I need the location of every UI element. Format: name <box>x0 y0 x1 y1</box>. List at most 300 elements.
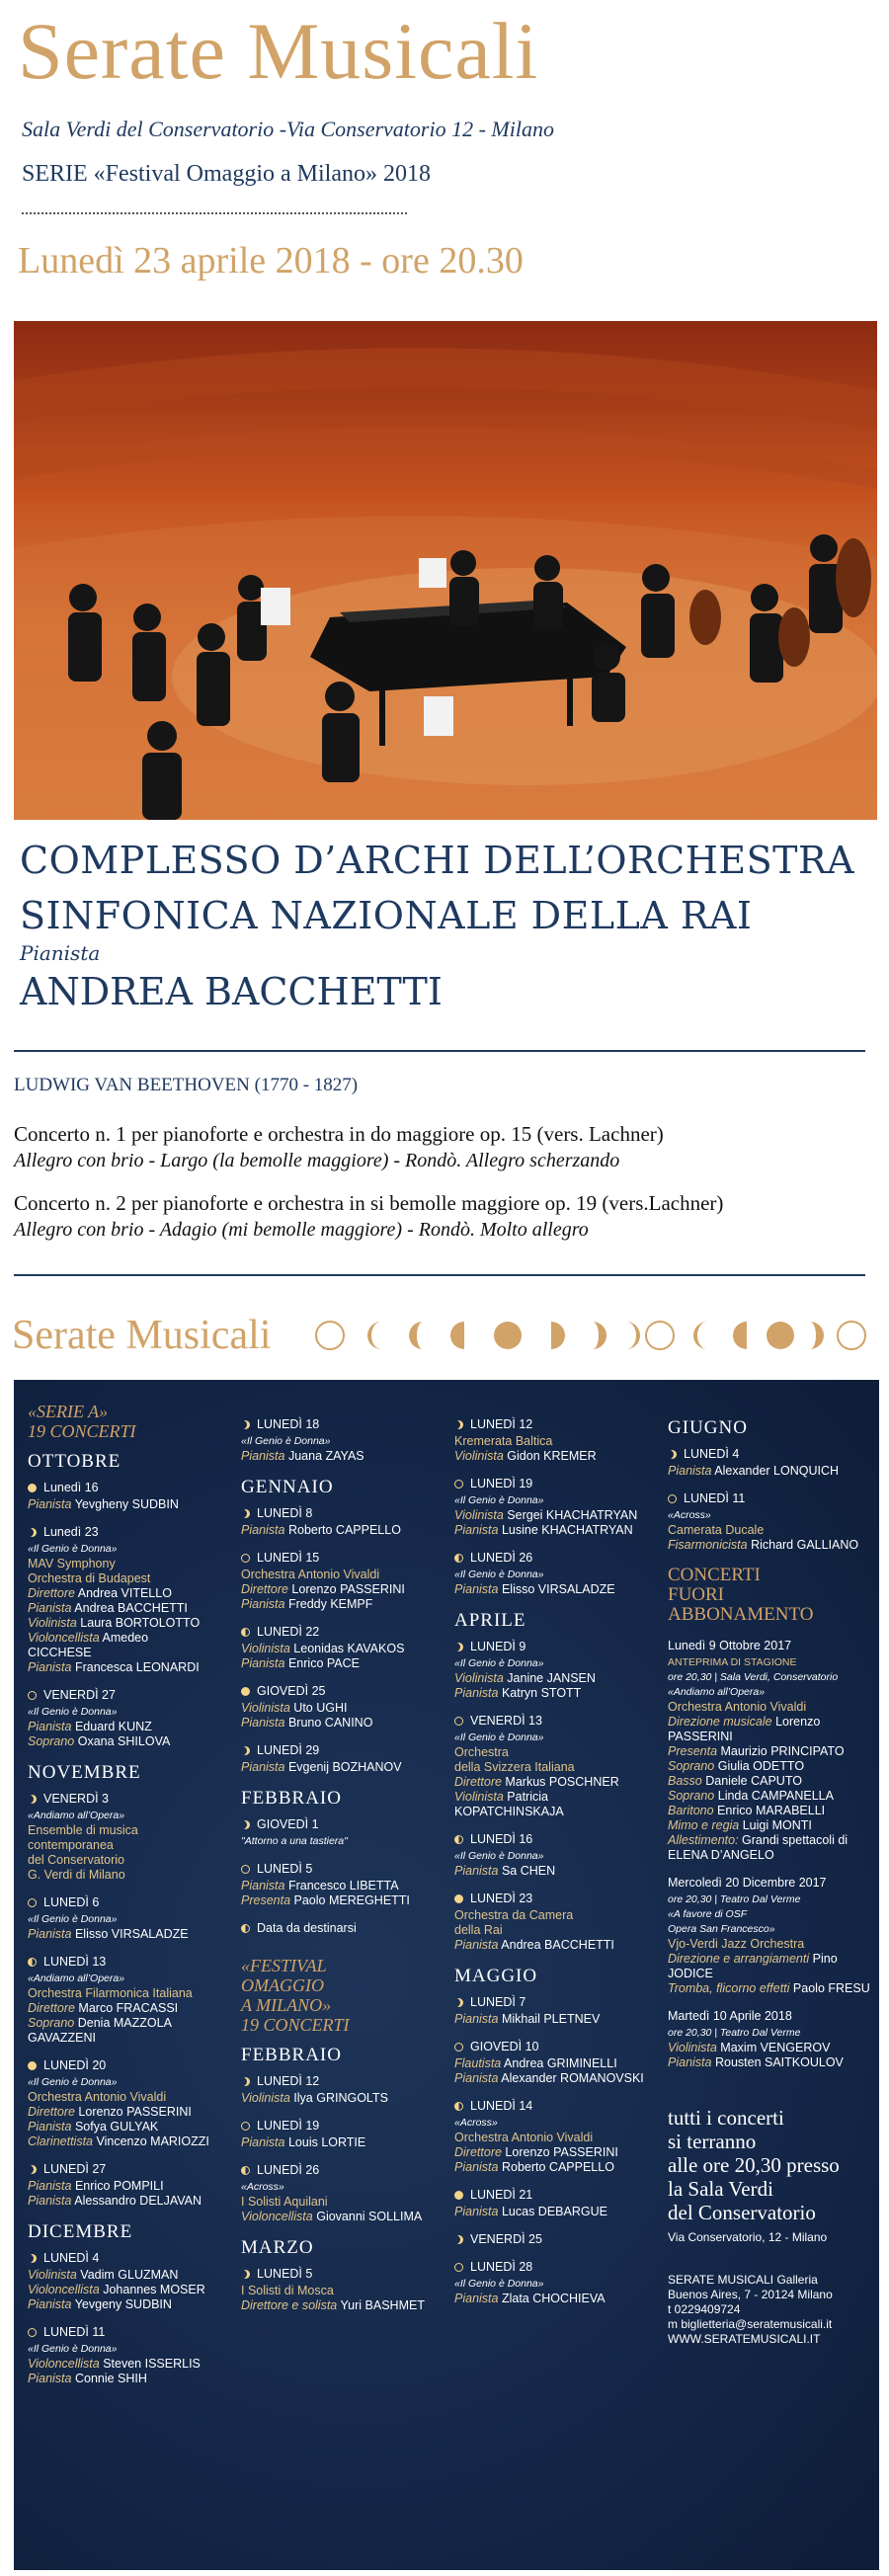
event-item <box>454 1832 652 1879</box>
event-day-label: VENERDÌ 25 <box>470 2232 542 2246</box>
moon-phase-icon <box>668 1494 677 1503</box>
moon-phase-icon <box>241 1820 250 1829</box>
event-day <box>668 1491 870 1506</box>
role-label: Pianista <box>241 1449 285 1463</box>
event-item <box>28 1895 215 1942</box>
moon-phase-icon <box>28 1795 37 1804</box>
performer-name: Janine JANSEN <box>507 1671 596 1685</box>
event-tag: «Il Genio è Donna» <box>454 1569 544 1580</box>
performer-name: Leonidas KAVAKOS <box>293 1642 405 1655</box>
performer-name: Alexander LONQUICH <box>714 1464 840 1478</box>
fuori-title-1: CONCERTI <box>668 1565 761 1585</box>
concert-photo <box>14 321 877 820</box>
event-day-label: LUNEDÌ 13 <box>43 1955 107 1969</box>
event-day-label: LUNEDÌ 4 <box>684 1447 740 1461</box>
event-line <box>241 1760 439 1775</box>
event-line <box>241 2195 439 2210</box>
performer-name: Giovanni SOLLIMA <box>316 2210 423 2223</box>
header <box>0 0 889 321</box>
role-label: Presenta <box>241 1893 291 1907</box>
role-label: Violinista <box>241 2091 290 2105</box>
event-line <box>28 1660 215 1675</box>
moon-phase-icon <box>454 1554 463 1563</box>
role-label: Violinista <box>454 1449 504 1463</box>
month-ottobre: OTTOBRE <box>28 1451 121 1472</box>
role-label: Fisarmonicista <box>668 1538 748 1552</box>
role-label: Pianista <box>28 2120 72 2133</box>
role-label: Clarinettista <box>28 2134 93 2148</box>
event-line <box>668 1804 870 1818</box>
performer-name: Andrea VITELLO <box>77 1586 172 1600</box>
event-day-label: LUNEDÌ 26 <box>257 2163 320 2177</box>
role-label: Direttore e solista <box>241 2298 338 2312</box>
role-label: Pianista <box>241 1716 285 1730</box>
performer-name: Louis LORTIE <box>287 2135 366 2149</box>
event-tag: ore 20,30 | Sala Verdi, Conservatorio <box>668 1671 839 1683</box>
event-line <box>668 1523 870 1538</box>
event-day-label: GIOVEDÌ 1 <box>257 1817 319 1831</box>
performer-name: Linda CAMPANELLA <box>717 1789 834 1803</box>
special-event <box>668 2009 870 2070</box>
performer-name: Paolo FRESU <box>792 1981 870 1995</box>
event-line <box>454 1686 652 1701</box>
role-label: Allestimento: <box>668 1833 739 1847</box>
event-line <box>28 2357 215 2372</box>
event-item <box>454 2260 652 2306</box>
pianist-role: Pianista <box>20 941 101 965</box>
moon-phase-icon <box>454 2043 463 2052</box>
month-febbraio: FEBBRAIO <box>241 1788 342 1809</box>
event-line <box>241 1716 439 1731</box>
event-day <box>241 1743 439 1758</box>
performer-name: Denia MAZZOLA GAVAZZENI <box>28 2016 172 2045</box>
event-day <box>241 2074 439 2089</box>
event-tag: «Il Genio è Donna» <box>28 2343 118 2355</box>
divider <box>14 1274 865 1276</box>
role-label: Pianista <box>454 1523 499 1537</box>
contact-info <box>668 2273 870 2347</box>
moon-phase-icon <box>241 2077 250 2086</box>
performer-name: Luigi MONTI <box>742 1818 812 1832</box>
event-date: Mercoledì 20 Dicembre 2017 <box>668 1876 827 1890</box>
event-day-label: LUNEDÌ 19 <box>257 2119 320 2133</box>
event-line <box>28 1571 215 1586</box>
special-event <box>668 1876 870 1996</box>
moon-phase-icon <box>454 1998 463 2007</box>
performer-name: Connie SHIH <box>74 2372 147 2385</box>
performer-name: Richard GALLIANO <box>751 1538 859 1552</box>
event-line <box>668 1833 870 1863</box>
event-line <box>28 1868 215 1883</box>
role-label: Direzione e arrangiamenti <box>668 1952 810 1966</box>
performer-name: Alessandro DELJAVAN <box>74 2194 202 2208</box>
event-line <box>28 2001 215 2016</box>
event-day-label: VENERDÌ 13 <box>470 1714 542 1728</box>
event-tag: «Il Genio è Donna» <box>28 1543 118 1555</box>
moon-phase-icon <box>28 1898 37 1907</box>
performer-name: della Svizzera Italiana <box>454 1760 575 1774</box>
performer-name: Orchestra Antonio Vivaldi <box>28 2090 167 2104</box>
performer-name: Laura BORTOLOTTO <box>80 1616 201 1630</box>
event-day <box>241 1921 439 1936</box>
event-list <box>668 1447 870 1553</box>
event-line <box>28 1986 215 2001</box>
performer-name: Zlata CHOCHIEVA <box>501 2292 606 2305</box>
performer-name: Oxana SHILOVA <box>77 1734 171 1748</box>
event-line <box>28 1497 215 1512</box>
event-item <box>668 1491 870 1553</box>
role-label: Pianista <box>241 1656 285 1670</box>
event-tag: ANTEPRIMA DI STAGIONE <box>668 1656 797 1668</box>
event-tag: «Il Genio è Donna» <box>454 2278 544 2290</box>
event-day <box>454 1832 652 1847</box>
event-day-label: LUNEDÌ 5 <box>257 2267 313 2281</box>
event-line <box>454 1671 652 1686</box>
event-line <box>454 1582 652 1597</box>
event-tag: «Il Genio è Donna» <box>454 1657 544 1669</box>
moon-phase-icon <box>28 2328 37 2337</box>
role-label: Direttore <box>454 2145 502 2159</box>
performer-name: Sa CHEN <box>501 1864 556 1878</box>
performer-name: Lorenzo PASSERINI <box>78 2105 192 2119</box>
column-3 <box>454 1417 652 2319</box>
performer-name: Orchestra di Budapest <box>28 1571 151 1585</box>
event-line <box>241 1879 439 1893</box>
event-day <box>241 2267 439 2282</box>
brand-title: Serate Musicali <box>18 6 539 96</box>
event-tag: «Il Genio è Donna» <box>454 1494 544 1506</box>
event-item <box>28 1792 215 1883</box>
event-day-label: LUNEDÌ 11 <box>43 2325 106 2339</box>
event-line <box>668 1715 870 1744</box>
performer-name: Marco FRACASSI <box>78 2001 179 2015</box>
performer-name: Vadim GLUZMAN <box>80 2268 179 2282</box>
role-label: Violoncellista <box>28 1631 100 1645</box>
role-label: Pianista <box>241 1523 285 1537</box>
performer-name: Orchestra Filarmonica Italiana <box>28 1986 193 2000</box>
performer-name: Andrea BACCHETTI <box>74 1601 188 1615</box>
event-line <box>454 2056 652 2071</box>
event-day <box>454 1995 652 2010</box>
event-date: Martedì 10 Aprile 2018 <box>668 2009 792 2023</box>
role-label: Soprano <box>668 1759 715 1773</box>
orchestra-illustration <box>14 321 877 820</box>
moon-phase-icon <box>241 1554 250 1563</box>
event-line <box>668 1744 870 1759</box>
role-label: Pianista <box>28 1927 72 1941</box>
event-line <box>28 1586 215 1601</box>
moon-phase-icon <box>454 1894 463 1903</box>
event-day <box>454 2040 652 2054</box>
event-item <box>28 2162 215 2209</box>
event-day-label: LUNEDÌ 4 <box>43 2251 100 2265</box>
event-tag: «Andiamo all’Opera» <box>28 1972 125 1984</box>
event-day <box>28 2058 215 2073</box>
event-day <box>28 1688 215 1703</box>
event-day-label: LUNEDÌ 20 <box>43 2058 107 2072</box>
event-day <box>28 2325 215 2340</box>
event-day <box>28 1481 215 1495</box>
role-label: Pianista <box>241 2135 285 2149</box>
event-line <box>668 1700 870 1715</box>
role-label: Pianista <box>241 1597 285 1611</box>
event-line <box>28 2194 215 2209</box>
festival-title-3: A MILANO» <box>241 1995 332 2015</box>
work-title: Concerto n. 1 per pianoforte e orchestra in do maggiore op. 15 (vers. Lachner) <box>14 1122 664 1146</box>
event-line <box>668 1759 870 1774</box>
column-1 <box>28 1402 215 2399</box>
event-item <box>241 1551 439 1612</box>
performer-name: Orchestra da Camera <box>454 1908 574 1922</box>
contact-line: Buenos Aires, 7 - 20124 Milano <box>668 2288 833 2301</box>
event-day-label: LUNEDÌ 27 <box>43 2162 107 2176</box>
performer-name: Ilya GRINGOLTS <box>293 2091 388 2105</box>
event-item <box>454 1995 652 2027</box>
event-line <box>668 1818 870 1833</box>
venue-note-line: del Conservatorio <box>668 2201 816 2224</box>
event-day-label: LUNEDÌ 28 <box>470 2260 533 2274</box>
event-line <box>454 2205 652 2219</box>
event-day <box>454 1640 652 1654</box>
event-day-label: LUNEDÌ 14 <box>470 2099 533 2113</box>
performer-name: Bruno CANINO <box>287 1716 373 1730</box>
role-label: Pianista <box>241 1760 285 1774</box>
column-2 <box>241 1417 439 2326</box>
event-line <box>28 2120 215 2134</box>
performer-name: Roberto CAPPELLO <box>501 2160 614 2174</box>
event-item <box>241 1684 439 1731</box>
event-line <box>454 2012 652 2027</box>
moon-phase-icon <box>241 1628 250 1637</box>
event-tag: «Across» <box>668 1509 711 1521</box>
event-line <box>28 1631 215 1660</box>
event-line <box>241 2284 439 2298</box>
role-label: Direzione musicale <box>668 1715 772 1729</box>
event-day <box>241 2163 439 2178</box>
event-line <box>28 1734 215 1749</box>
event-item <box>241 1817 439 1849</box>
role-label: Pianista <box>454 1686 499 1700</box>
moon-phase-icon <box>241 1687 250 1696</box>
event-line <box>454 1790 652 1819</box>
role-label: Pianista <box>668 2055 712 2069</box>
event-day-label: LUNEDÌ 18 <box>257 1417 320 1431</box>
venue-note-line: alle ore 20,30 presso <box>668 2153 840 2177</box>
performer-name: Katryn STOTT <box>501 1686 582 1700</box>
role-label: Pianista <box>28 2297 72 2311</box>
performer-name: Enrico POMPILI <box>74 2179 164 2193</box>
event-list <box>28 2251 215 2386</box>
performer-name: Lorenzo PASSERINI <box>505 2145 618 2159</box>
event-line <box>28 2134 215 2149</box>
role-label: Violoncellista <box>28 2357 100 2371</box>
performer-name: Maurizio PRINCIPATO <box>720 1744 845 1758</box>
event-day <box>668 1447 870 1462</box>
role-label: Presenta <box>668 1744 718 1758</box>
performer-name: Daniele CAPUTO <box>705 1774 802 1788</box>
event-line <box>454 1923 652 1938</box>
event-item <box>454 1551 652 1597</box>
role-label: Pianista <box>28 1660 72 1674</box>
event-list <box>241 2074 439 2224</box>
event-line <box>454 2145 652 2160</box>
event-list <box>241 1817 439 1936</box>
event-line <box>28 2283 215 2297</box>
performer-name: Rousten SAITKOULOV <box>714 2055 844 2069</box>
event-list <box>454 1417 652 1597</box>
event-item <box>454 1417 652 1464</box>
event-day-label: LUNEDÌ 6 <box>43 1895 100 1909</box>
month-marzo: MARZO <box>241 2237 314 2258</box>
event-line <box>241 1642 439 1656</box>
role-label: Pianista <box>28 1601 72 1615</box>
ensemble-line-1: COMPLESSO D’ARCHI DELL’ORCHESTRA <box>20 839 855 882</box>
role-label: Flautista <box>454 2056 502 2070</box>
venue-address: Via Conservatorio, 12 - Milano <box>668 2230 828 2244</box>
event-day-label: GIOVEDÌ 25 <box>257 1684 326 1698</box>
event-line <box>454 1434 652 1449</box>
event-day-label: Data da destinarsi <box>257 1921 357 1935</box>
event-item <box>28 2251 215 2312</box>
event-line <box>454 2131 652 2145</box>
contact-website[interactable]: WWW.SERATEMUSICALI.IT <box>668 2332 821 2346</box>
event-day-label: LUNEDÌ 11 <box>684 1491 746 1505</box>
performer-name: Sergei KHACHATRYAN <box>507 1508 638 1522</box>
performer-name: Markus POSCHNER <box>505 1775 619 1789</box>
event-line <box>668 1538 870 1553</box>
event-list <box>454 1995 652 2306</box>
contact-line: SERATE MUSICALI Galleria <box>668 2273 818 2287</box>
event-line <box>454 2071 652 2086</box>
performer-name: Ensemble di musica <box>28 1823 138 1837</box>
season-brand: Serate Musicali <box>12 1313 272 1358</box>
month-febbraio-2: FEBBRAIO <box>241 2045 342 2065</box>
event-day <box>454 2188 652 2203</box>
moon-phase-icon <box>241 1746 250 1755</box>
role-label: Violinista <box>28 1616 77 1630</box>
event-line <box>454 1760 652 1775</box>
event-line <box>28 2179 215 2194</box>
event-line <box>241 1582 439 1597</box>
festival-count: 19 CONCERTI <box>241 2015 350 2035</box>
composer: LUDWIG VAN BEETHOVEN (1770 - 1827) <box>14 1075 359 1095</box>
moon-phase-icon <box>28 1691 37 1700</box>
performer-name: del Conservatorio <box>28 1853 124 1867</box>
moon-phase-icon <box>28 2254 37 2263</box>
venue-note-line: la Sala Verdi <box>668 2177 773 2201</box>
performer-name: Lorenzo PASSERINI <box>291 1582 405 1596</box>
event-line <box>28 1823 215 1838</box>
performer-name: Evgenij BOZHANOV <box>287 1760 402 1774</box>
event-line <box>28 2268 215 2283</box>
event-day-label: VENERDÌ 27 <box>43 1688 116 1702</box>
moon-phase-icon <box>241 1924 250 1933</box>
month-dicembre: DICEMBRE <box>28 2221 133 2242</box>
event-item <box>28 1481 215 1512</box>
performer-name: Freddy KEMPF <box>287 1597 373 1611</box>
event-day-label: GIOVEDÌ 10 <box>470 2040 539 2053</box>
event-day <box>454 1417 652 1432</box>
event-line <box>241 2135 439 2150</box>
event-line <box>454 2292 652 2306</box>
festival-title-2: OMAGGIO <box>241 1975 324 1995</box>
serie-a-count: 19 CONCERTI <box>28 1421 136 1441</box>
role-label: Soprano <box>28 2016 75 2030</box>
event-day <box>454 1714 652 1729</box>
event-item <box>241 1862 439 1908</box>
event-lines <box>668 1700 870 1863</box>
month-gennaio: GENNAIO <box>241 1477 334 1497</box>
event-lines <box>668 1937 870 1996</box>
contact-email[interactable]: m biglietteria@seratemusicali.it <box>668 2317 833 2331</box>
venue-note <box>668 2106 870 2224</box>
event-line <box>668 1981 870 1996</box>
serie-a-title: «SERIE A» <box>28 1402 109 1421</box>
performer-name: Paolo MEREGHETTI <box>293 1893 410 1907</box>
role-label: Pianista <box>454 2012 499 2026</box>
role-label: Violinista <box>454 1790 504 1804</box>
role-label: Pianista <box>454 1582 499 1596</box>
role-label: Violinista <box>454 1508 504 1522</box>
work-movements: Allegro con brio - Adagio (mi bemolle maggiore) - Rondò. Molto allegro <box>14 1219 589 1241</box>
performer-name: Elisso VIRSALADZE <box>501 1582 615 1596</box>
performer-name: Andrea BACCHETTI <box>501 1938 614 1952</box>
moon-phase-icon <box>454 1835 463 1844</box>
moon-phase-icon <box>28 2061 37 2070</box>
event-day-label: LUNEDÌ 29 <box>257 1743 320 1757</box>
venue-note-line: tutti i concerti <box>668 2106 784 2130</box>
role-label: Violinista <box>668 2041 717 2054</box>
role-label: Violinista <box>454 1671 504 1685</box>
moon-phase-icon <box>28 1484 37 1492</box>
event-day <box>241 1417 439 1432</box>
performer-name: Sofya GULYAK <box>74 2120 159 2133</box>
event-lines <box>668 2041 870 2070</box>
event-tag: «Il Genio è Donna» <box>28 2076 118 2088</box>
role-label: Pianista <box>668 1464 712 1478</box>
moon-phase-icon <box>241 1865 250 1874</box>
role-label: Soprano <box>28 1734 75 1748</box>
event-tag: «Il Genio è Donna» <box>28 1913 118 1925</box>
event-line <box>668 1789 870 1804</box>
role-label: Direttore <box>28 2001 75 2015</box>
role-label: Soprano <box>668 1789 715 1803</box>
performer-name: G. Verdi di Milano <box>28 1868 125 1882</box>
role-label: Pianista <box>454 2160 499 2174</box>
event-day <box>454 2260 652 2275</box>
moon-phase-icon <box>241 1509 250 1518</box>
event-item <box>241 1625 439 1671</box>
event-item <box>454 2188 652 2219</box>
role-label: Direttore <box>28 1586 75 1600</box>
month-novembre: NOVEMBRE <box>28 1762 141 1783</box>
role-label: Direttore <box>454 1775 502 1789</box>
event-day-label: Lunedì 16 <box>43 1481 99 1494</box>
event-item <box>454 2040 652 2086</box>
performer-name: Orchestra <box>454 1745 509 1759</box>
event-item <box>241 1506 439 1538</box>
moon-phase-icon <box>241 2270 250 2279</box>
moon-phases-icon <box>314 1318 877 1353</box>
event-tag: «A favore di OSF <box>668 1908 748 1920</box>
moon-phase-icon <box>454 1420 463 1429</box>
fuori-title-3: ABBONAMENTO <box>668 1604 814 1625</box>
event-item <box>241 1417 439 1464</box>
event-item <box>28 2058 215 2149</box>
moon-phase-icon <box>454 2235 463 2244</box>
event-day <box>241 1817 439 1832</box>
month-giugno: GIUGNO <box>668 1417 748 1438</box>
